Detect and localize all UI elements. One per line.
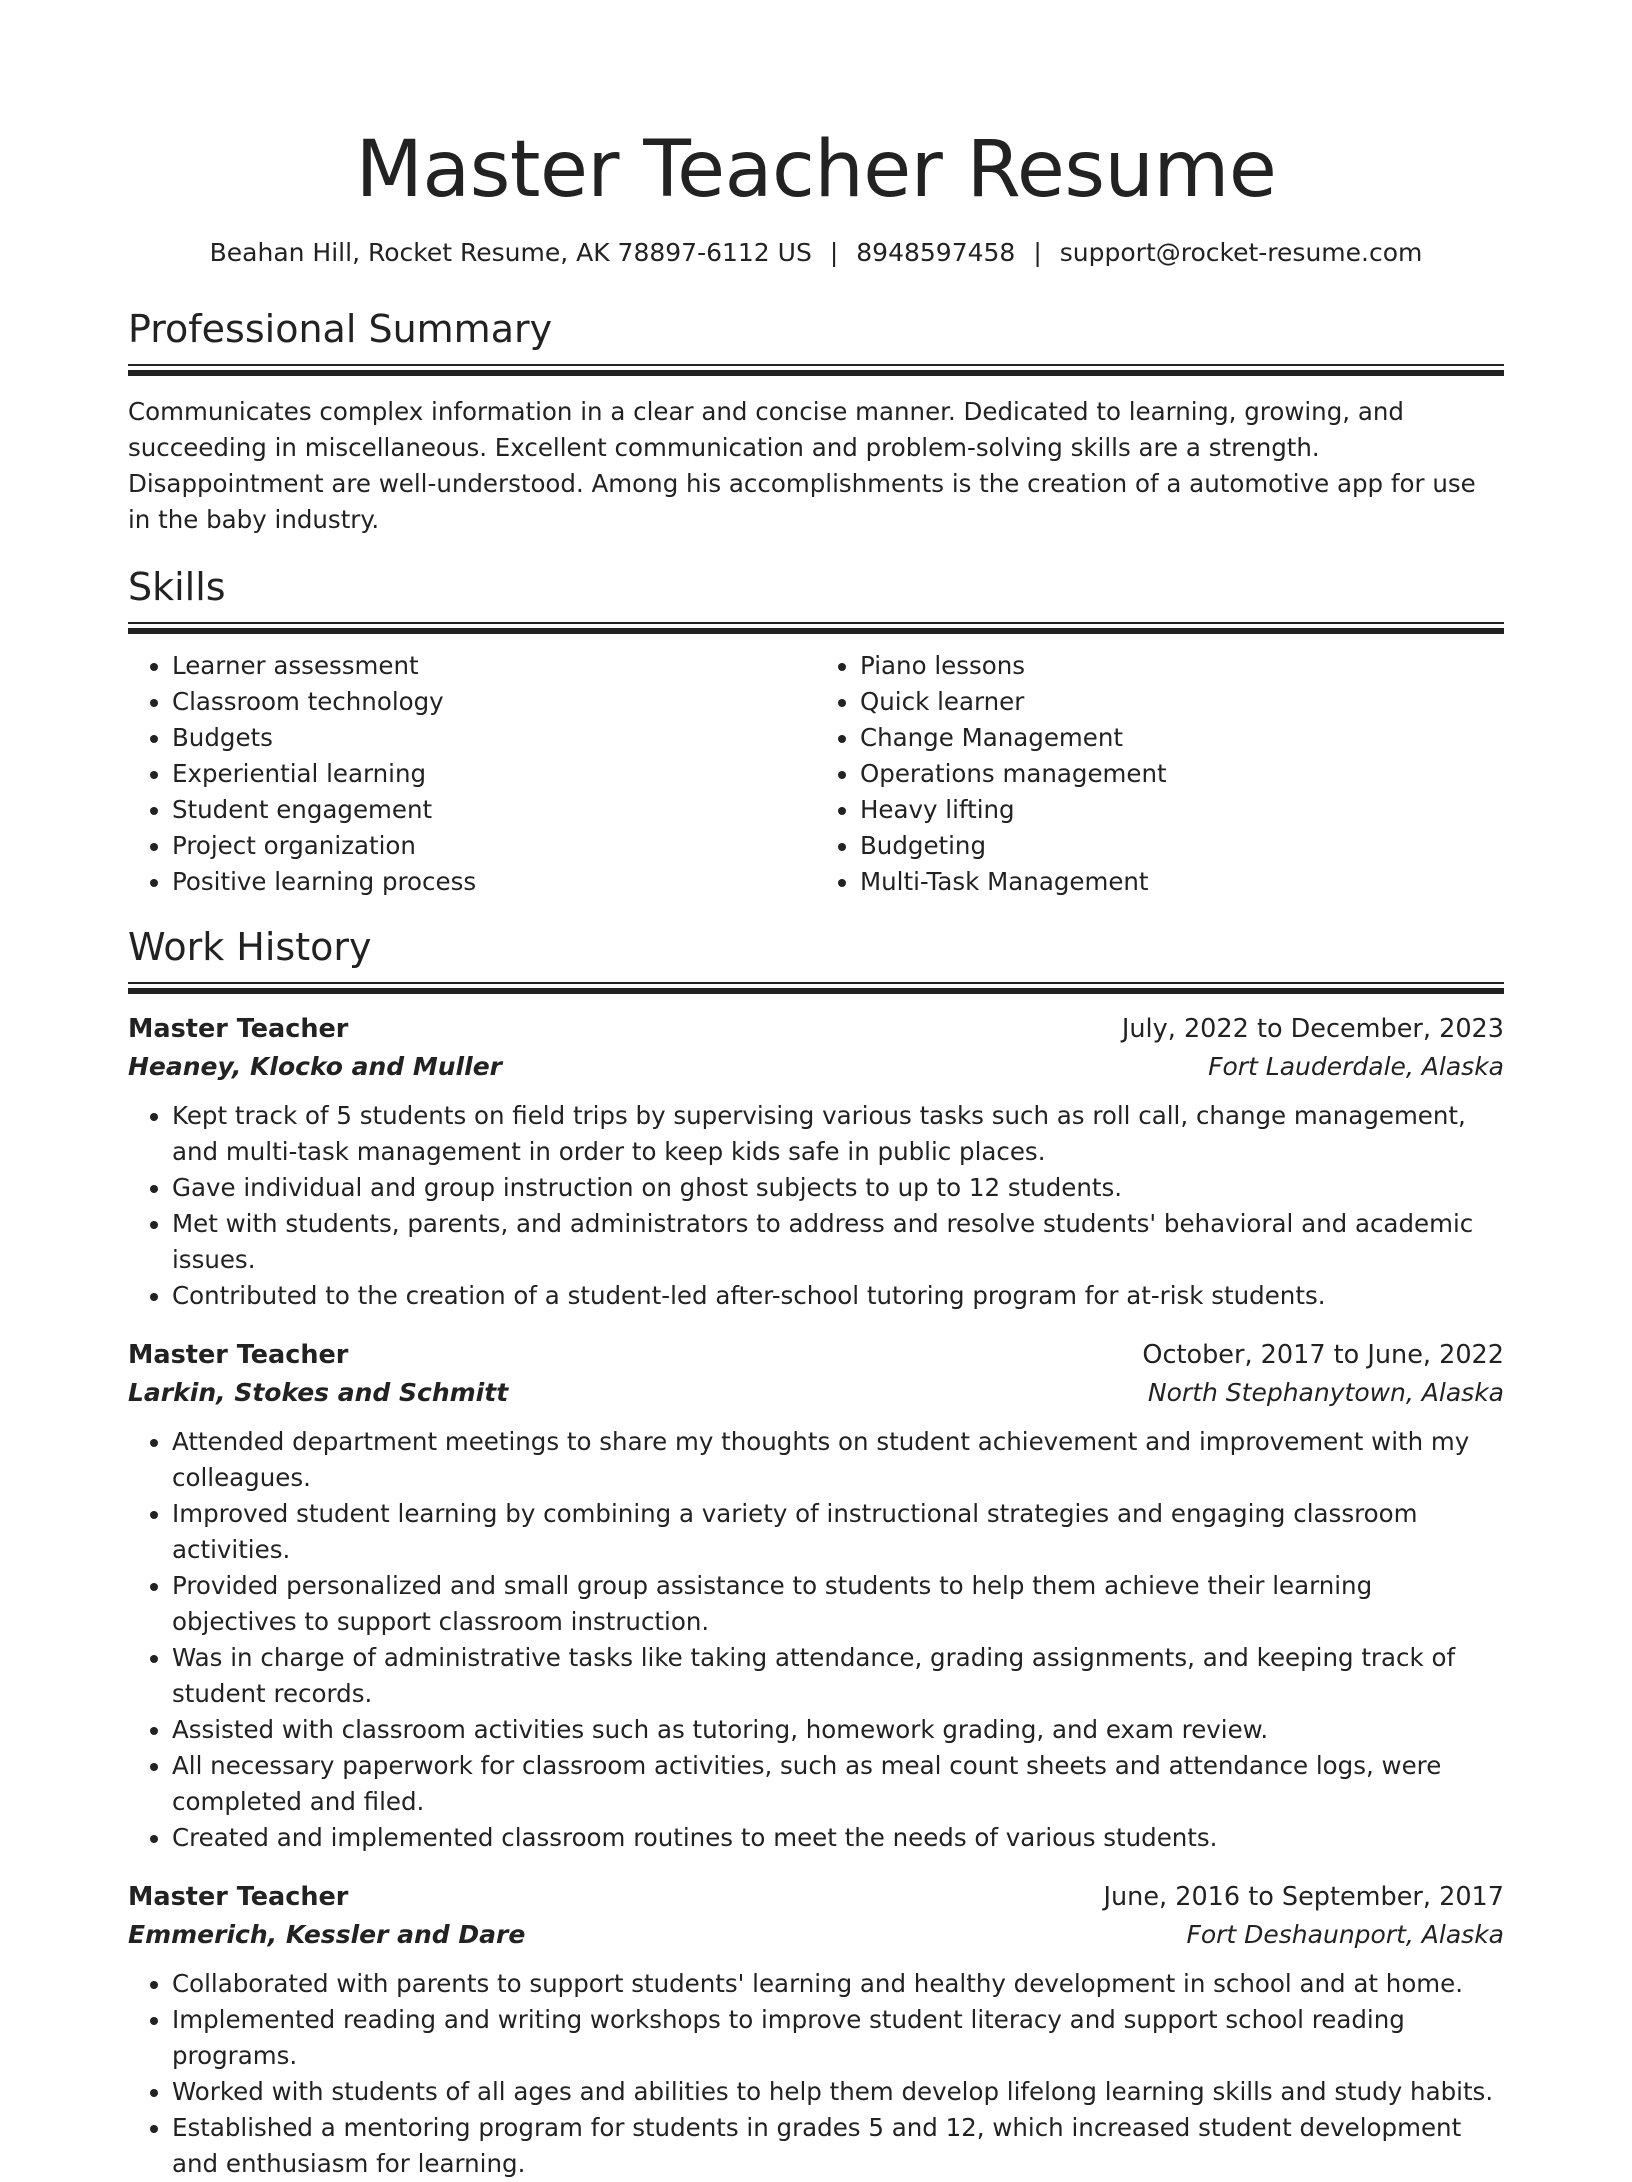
- section-divider: [128, 364, 1504, 376]
- skill-item: • Learner assessment: [172, 648, 816, 684]
- job-subheader: [128, 1916, 1504, 1954]
- skills-section: [128, 562, 1504, 900]
- job-bullet: • Kept track of 5 students on field trips by supervising various tasks such as roll call, change management, and multi-task management in order to keep kids safe in public places.: [172, 1098, 1504, 1170]
- job-company: Heaney, Klocko and Muller: [128, 1052, 502, 1081]
- job-dates: June, 2016 to September, 2017: [1103, 1882, 1504, 1912]
- job-header: [128, 1878, 1504, 1916]
- job-bullet: • Was in charge of administrative tasks like taking attendance, grading assignments, and keeping track of student records.: [172, 1640, 1504, 1712]
- section-divider: [128, 982, 1504, 994]
- job-bullets: [128, 1966, 1504, 2182]
- job-bullet: • Improved student learning by combining a variety of instructional strategies and engaging classroom activities.: [172, 1496, 1504, 1568]
- contact-phone: 8948597458: [856, 238, 1016, 267]
- job-entry: [128, 1010, 1504, 1314]
- contact-address: Beahan Hill, Rocket Resume, AK 78897-6112 US: [209, 238, 812, 267]
- job-bullet: • Implemented reading and writing workshops to improve student literacy and support school reading programs.: [172, 2002, 1504, 2074]
- resume-page: [128, 120, 1504, 2182]
- job-title: Master Teacher: [128, 1014, 349, 1044]
- skill-item: • Change Management: [860, 720, 1504, 756]
- contact-email: support@rocket-resume.com: [1059, 238, 1423, 267]
- skill-item: • Operations management: [860, 756, 1504, 792]
- work-history-heading: Work History: [128, 925, 372, 969]
- skill-item: • Experiential learning: [172, 756, 816, 792]
- job-bullet: • Worked with students of all ages and abilities to help them develop lifelong learning skills and study habits.: [172, 2074, 1504, 2110]
- work-history-section: [128, 922, 1504, 2182]
- job-bullet: • Contributed to the creation of a student-led after-school tutoring program for at-risk students.: [172, 1278, 1504, 1314]
- skill-item: • Piano lessons: [860, 648, 1504, 684]
- skill-item: • Budgeting: [860, 828, 1504, 864]
- job-bullet: • All necessary paperwork for classroom activities, such as meal count sheets and attendance logs, were completed and filed.: [172, 1748, 1504, 1820]
- job-dates: July, 2022 to December, 2023: [1121, 1014, 1504, 1044]
- summary-heading: Professional Summary: [128, 307, 553, 351]
- job-bullets: [128, 1424, 1504, 1856]
- job-subheader: [128, 1048, 1504, 1086]
- job-bullets: [128, 1098, 1504, 1314]
- contact-line: [128, 236, 1504, 270]
- job-bullet: • Created and implemented classroom routines to meet the needs of various students.: [172, 1820, 1504, 1856]
- job-header: [128, 1336, 1504, 1374]
- skills-list-left: [128, 648, 816, 900]
- skill-item: • Budgets: [172, 720, 816, 756]
- job-company: Larkin, Stokes and Schmitt: [128, 1378, 509, 1407]
- skill-item: • Positive learning process: [172, 864, 816, 900]
- job-bullet: • Met with students, parents, and administrators to address and resolve students' behavioral and academic issues.: [172, 1206, 1504, 1278]
- job-bullet: • Provided personalized and small group assistance to students to help them achieve their learning objectives to support classroom instruction.: [172, 1568, 1504, 1640]
- summary-text: Communicates complex information in a clear and concise manner. Dedicated to learning, growing, and succeeding in miscellaneous. Excellent communication and problem-solving skills are a strength. Disappointment are well-understood. Among his accomplishments is the creation of a automotive app for use in the baby industry.: [128, 397, 1476, 534]
- job-location: Fort Lauderdale, Alaska: [1208, 1052, 1504, 1081]
- skills-columns: [128, 648, 1504, 900]
- resume-title: Master Teacher Resume: [355, 125, 1277, 215]
- job-entry: [128, 1878, 1504, 2182]
- job-header: [128, 1010, 1504, 1048]
- contact-separator: |: [829, 238, 839, 267]
- skills-list-right: [816, 648, 1504, 900]
- job-title: Master Teacher: [128, 1340, 349, 1370]
- skills-heading: Skills: [128, 565, 226, 609]
- job-title: Master Teacher: [128, 1882, 349, 1912]
- job-company: Emmerich, Kessler and Dare: [128, 1920, 526, 1949]
- skill-item: • Heavy lifting: [860, 792, 1504, 828]
- skill-item: • Quick learner: [860, 684, 1504, 720]
- section-divider: [128, 622, 1504, 634]
- skill-item: • Classroom technology: [172, 684, 816, 720]
- summary-section: [128, 304, 1504, 538]
- job-bullet: • Collaborated with parents to support students' learning and healthy development in school and at home.: [172, 1966, 1504, 2002]
- skill-item: • Student engagement: [172, 792, 816, 828]
- job-entry: [128, 1336, 1504, 1856]
- contact-separator: |: [1033, 238, 1042, 267]
- skill-item: • Project organization: [172, 828, 816, 864]
- job-location: Fort Deshaunport, Alaska: [1186, 1920, 1504, 1949]
- job-subheader: [128, 1374, 1504, 1412]
- job-bullet: • Established a mentoring program for students in grades 5 and 12, which increased student development and enthusiasm for learning.: [172, 2110, 1504, 2182]
- skill-item: • Multi-Task Management: [860, 864, 1504, 900]
- job-dates: October, 2017 to June, 2022: [1142, 1340, 1504, 1370]
- job-location: North Stephanytown, Alaska: [1147, 1378, 1504, 1407]
- job-bullet: • Assisted with classroom activities such as tutoring, homework grading, and exam review.: [172, 1712, 1504, 1748]
- job-bullet: • Attended department meetings to share my thoughts on student achievement and improvement with my colleagues.: [172, 1424, 1504, 1496]
- job-bullet: • Gave individual and group instruction on ghost subjects to up to 12 students.: [172, 1170, 1504, 1206]
